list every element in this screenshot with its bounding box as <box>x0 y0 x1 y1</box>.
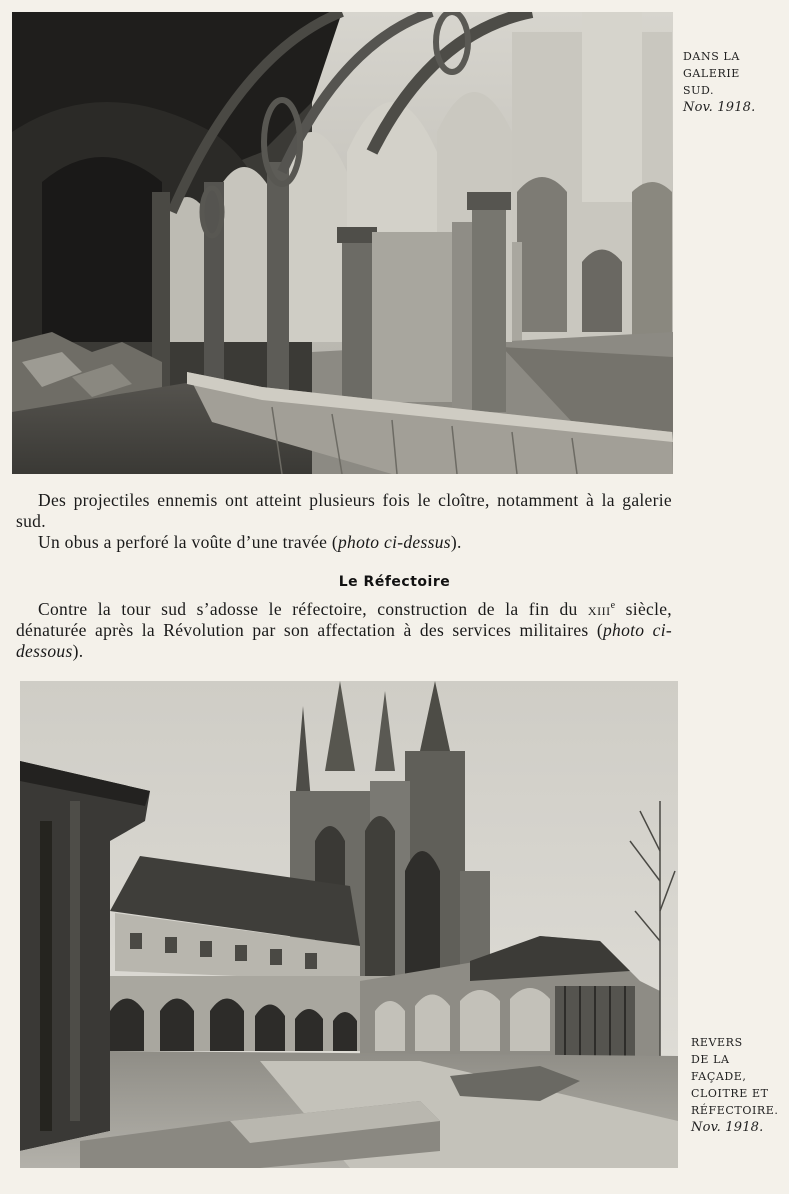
caption-line: FAÇADE, <box>691 1070 747 1083</box>
caption-top-photo <box>683 48 783 116</box>
section-heading: Le Réfectoire <box>338 574 451 590</box>
text-run: ). <box>450 532 462 552</box>
text-run: siècle, dénaturée après la Révolution par son affectation à des services militaires ( <box>16 599 672 640</box>
century-superscript: e <box>610 600 616 612</box>
paragraph-cloitre-obus <box>16 532 672 553</box>
caption-line: CLOITRE ET <box>691 1087 769 1100</box>
caption-line: SUD. <box>683 84 715 97</box>
cloister-gallery-illustration <box>12 12 673 474</box>
facade-refectory-illustration <box>20 681 678 1168</box>
caption-line: RÉFECTOIRE. <box>691 1104 779 1117</box>
caption-date: Nov. 1918. <box>691 1120 764 1135</box>
caption-line: DANS LA <box>683 50 740 63</box>
text-run: Un obus a perforé la voûte d’une travée ( <box>38 532 338 552</box>
photo-reference: photo ci-dessus <box>337 532 451 552</box>
caption-date: Nov. 1918. <box>683 100 756 115</box>
caption-line: GALERIE <box>683 67 740 80</box>
photo-facade-refectory <box>20 681 678 1168</box>
century-numeral: xiii <box>587 599 611 619</box>
photo-cloister-gallery <box>12 12 673 474</box>
photo-reference: photo ci-dessous <box>16 620 672 661</box>
paragraph-cloitre-damage: Des projectiles ennemis ont atteint plusieurs fois le cloître, notamment à la galerie sud. <box>16 490 672 531</box>
caption-line: DE LA <box>691 1053 730 1066</box>
caption-bottom-photo <box>691 1034 787 1136</box>
text-run: ). <box>72 641 84 661</box>
text-run: Contre la tour sud s’adosse le réfectoire, construction de la fin du <box>38 599 588 619</box>
paragraph-refectoire-text <box>16 599 672 662</box>
paragraph-refectoire <box>16 599 672 662</box>
paragraph-cloitre <box>16 490 672 553</box>
caption-line: REVERS <box>691 1036 743 1049</box>
